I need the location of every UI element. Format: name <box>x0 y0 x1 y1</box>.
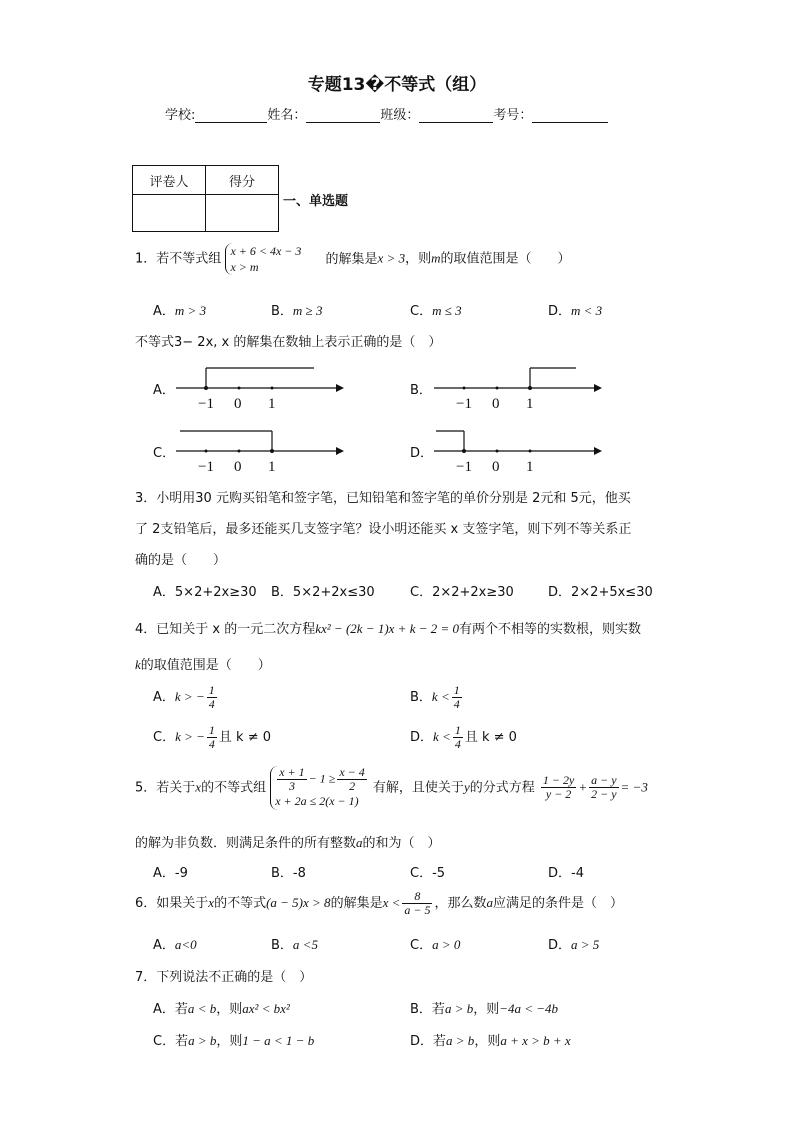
q5-option-a[interactable]: A．-9 <box>153 866 188 881</box>
svg-text:−1: −1 <box>456 459 472 475</box>
name-label: 姓名： <box>267 108 307 123</box>
question-1: 1．若不等式组 x + 6 < 4x − 3 x > m 的解集是x > 3，则m的取值范围是（ ） <box>135 244 571 275</box>
svg-text:−1: −1 <box>198 459 214 475</box>
q7-option-d[interactable]: D．若a > b，则a + x > b + x <box>410 1033 571 1049</box>
q3-option-a[interactable]: A．5×2+2x≥30 <box>153 585 257 600</box>
q1-option-c[interactable]: C．m ≤ 3 <box>410 303 462 319</box>
q1-option-a[interactable]: A．m > 3 <box>153 303 207 319</box>
svg-text:1: 1 <box>268 396 276 412</box>
page-title: 专题13�不等式（组） <box>307 75 487 95</box>
q4-option-a[interactable]: A．k > − $\frac{1}{4}$ <box>153 683 215 712</box>
question-5: 5．若关于x的不等式组 $\frac{x + 1}{3}$ − 1 ≥ $\frac{x - 4}{2}$ x + 2a ≤ 2(x − 1) 有解，且使关于y的分式方程 $\frac{1 - 2y}{y - 2}$ + $\frac{a - y}{2 - y}$ = −3 <box>135 765 648 809</box>
svg-text:0: 0 <box>492 396 500 412</box>
score-cell[interactable] <box>206 195 279 232</box>
number-line-b <box>434 360 604 415</box>
svg-text:−1: −1 <box>198 396 214 412</box>
q6-option-c[interactable]: C．a > 0 <box>410 937 461 953</box>
q2-option-b-label[interactable]: B． <box>410 383 432 398</box>
q6-option-a[interactable]: A．a<0 <box>153 937 197 953</box>
number-label: 考号： <box>493 108 533 123</box>
name-field[interactable] <box>306 108 380 123</box>
question-6: 6．如果关于x的不等式(a − 5)x > 8的解集是x < $\frac{8}{a - 5}$ ，那么数a应满足的条件是（ ） <box>135 889 624 918</box>
score-header: 得分 <box>206 166 279 195</box>
q3-option-b[interactable]: B．5×2+2x≤30 <box>271 585 375 600</box>
q7-option-c[interactable]: C．若a > b，则1 − a < 1 − b <box>153 1033 315 1049</box>
svg-text:1: 1 <box>526 396 534 412</box>
number-field[interactable] <box>532 108 608 123</box>
question-4: 4．已知关于 x 的一元二次方程kx² − (2k − 1)x + k − 2 = 0有两个不相等的实数根，则实数 <box>135 621 642 637</box>
svg-text:0: 0 <box>234 459 242 475</box>
class-label: 班级： <box>380 108 420 123</box>
reviewer-cell[interactable] <box>133 195 206 232</box>
number-line-a <box>176 360 346 415</box>
q4-option-b[interactable]: B．k < $\frac{1}{4}$ <box>410 683 460 712</box>
section-heading: 一、单选题 <box>283 194 349 209</box>
svg-text:0: 0 <box>492 459 500 475</box>
q3-option-d[interactable]: D．2×2+5x≤30 <box>548 585 653 600</box>
question-3-line-2: 了 2支铅笔后，最多还能买几支签字笔？设小明还能买 x 支签字笔，则下列不等关系正 <box>135 522 632 537</box>
question-4-line-2: k的取值范围是（ ） <box>135 657 271 673</box>
question-5-line-2: 的解为非负数．则满足条件的所有整数a的和为（ ） <box>135 835 441 851</box>
q5-option-c[interactable]: C．-5 <box>410 866 446 881</box>
school-label: 学校: <box>165 108 196 123</box>
q4-option-d[interactable]: D．k < $\frac{1}{4}$ 且 k ≠ 0 <box>410 723 517 752</box>
number-line-d <box>434 423 604 478</box>
q7-option-b[interactable]: B．若a > b，则−4a < −4b <box>410 1001 559 1017</box>
q2-option-c-label[interactable]: C． <box>153 446 176 461</box>
q6-option-d[interactable]: D．a > 5 <box>548 937 600 953</box>
svg-text:1: 1 <box>526 459 534 475</box>
inequality-system-q5: $\frac{x + 1}{3}$ − 1 ≥ $\frac{x - 4}{2}$ x + 2a ≤ 2(x − 1) <box>270 766 369 810</box>
q1-option-b[interactable]: B．m ≥ 3 <box>271 303 323 319</box>
class-field[interactable] <box>419 108 493 123</box>
q2-option-d-label[interactable]: D． <box>410 446 434 461</box>
q3-option-c[interactable]: C．2×2+2x≥30 <box>410 585 514 600</box>
question-2: 不等式3− 2x, x 的解集在数轴上表示正确的是（ ） <box>135 335 442 350</box>
school-field[interactable] <box>195 108 267 123</box>
svg-text:−1: −1 <box>456 396 472 412</box>
q2-option-a-label[interactable]: A． <box>153 383 175 398</box>
q4-option-c[interactable]: C．k > − $\frac{1}{4}$ 且 k ≠ 0 <box>153 723 271 752</box>
reviewer-header: 评卷人 <box>133 166 206 195</box>
score-table <box>132 165 279 232</box>
number-line-c <box>176 423 346 478</box>
q5-option-b[interactable]: B．-8 <box>271 866 306 881</box>
svg-text:0: 0 <box>234 396 242 412</box>
inequality-system: x + 6 < 4x − 3 x > m <box>225 243 301 275</box>
svg-text:1: 1 <box>268 459 276 475</box>
question-7: 7．下列说法不正确的是（ ） <box>135 970 313 985</box>
q7-option-a[interactable]: A．若a < b，则ax² < bx² <box>153 1001 290 1017</box>
student-info-line <box>165 104 608 123</box>
question-3-line-1: 3．小明用30 元购买铅笔和签字笔，已知铅笔和签字笔的单价分别是 2元和 5元，他买 <box>135 491 631 506</box>
question-3-line-3: 确的是（ ） <box>135 553 227 568</box>
q1-option-d[interactable]: D．m < 3 <box>548 303 603 319</box>
q5-option-d[interactable]: D．-4 <box>548 866 584 881</box>
q6-option-b[interactable]: B．a <5 <box>271 937 318 953</box>
